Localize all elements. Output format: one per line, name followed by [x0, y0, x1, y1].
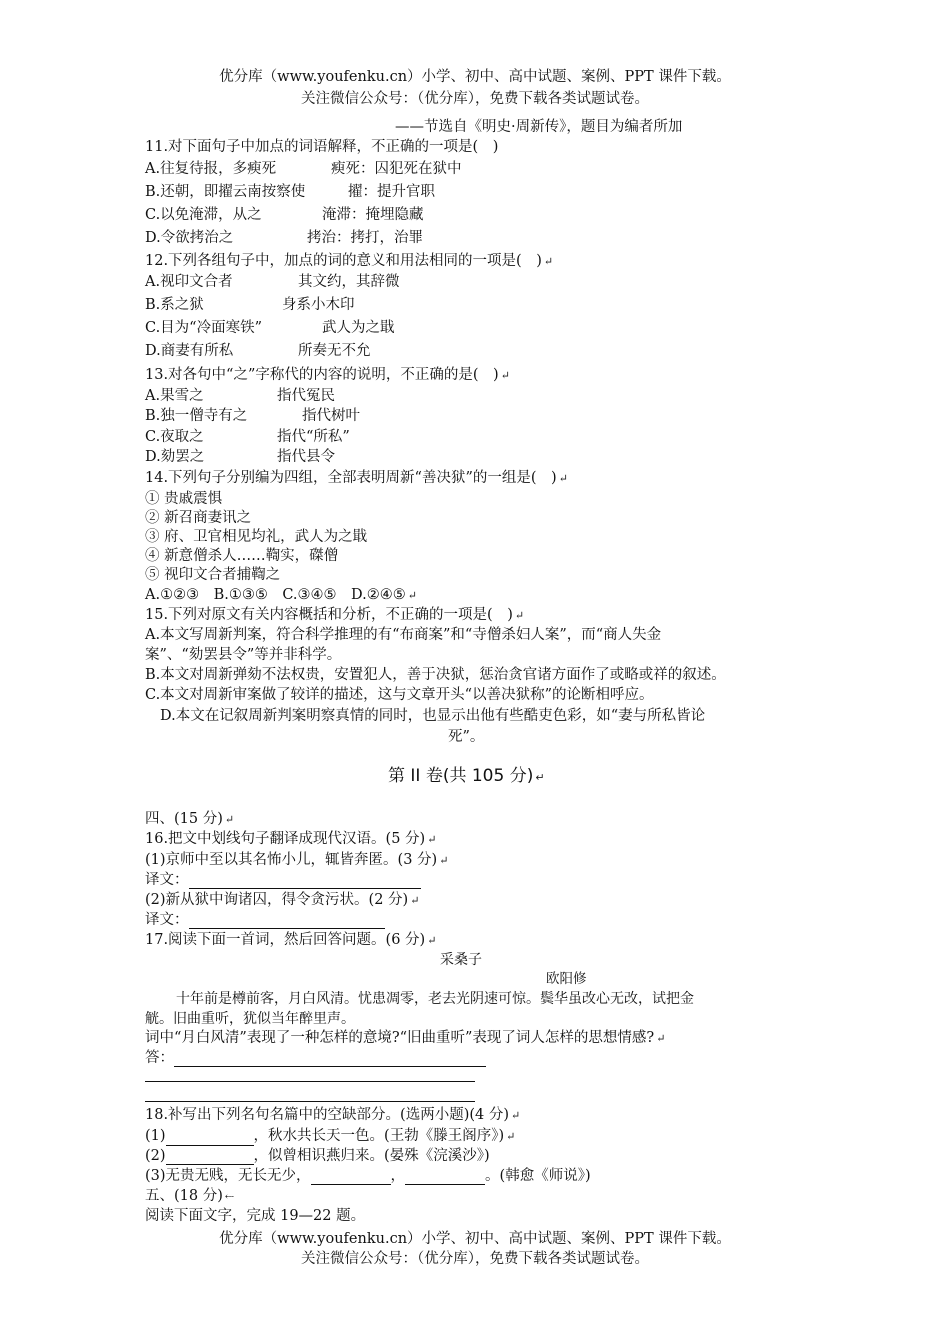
header-line-2: 关注微信公众号：（优分库），免费下载各类试题试卷。	[301, 91, 649, 107]
sec5-intro: 阅读下面文字，完成 19—22 题。	[145, 1208, 366, 1224]
q18-item-1	[145, 1127, 515, 1146]
q14-item-2: ② 新召商妻讯之	[145, 510, 252, 526]
sec4-title	[145, 810, 234, 829]
q15-option-d-line2: 死”。	[448, 729, 485, 745]
return-mark-icon: ↵	[535, 771, 545, 784]
q12-option-c: C.目为“冷面寒铁”	[145, 320, 263, 336]
q17-question-text: 词中“月白风清”表现了一种怎样的意境?“旧曲重听”表现了词人怎样的思想情感?	[145, 1030, 655, 1046]
q16-sub1-answer	[145, 871, 421, 889]
q17-stem	[145, 931, 436, 950]
return-mark-icon: ↵	[407, 589, 417, 602]
q16-sub1	[145, 851, 448, 870]
q15-stem-text: 15.下列对原文有关内容概括和分析，不正确的一项是( )	[145, 607, 513, 623]
q12-stem-text: 12.下列各组句子中，加点的词的意义和用法相同的一项是( )	[145, 253, 542, 269]
return-mark-icon: ↵	[500, 369, 510, 382]
poem-author: 欧阳修	[546, 971, 587, 987]
q13-c-right: 指代“所私”	[277, 429, 350, 445]
footer-line-2: 关注微信公众号：（优分库），免费下载各类试题试卷。	[301, 1251, 649, 1267]
q18-item-3-comma: ，	[390, 1168, 406, 1184]
q16-stem-text: 16.把文中划线句子翻译成现代汉语。(5 分)	[145, 831, 426, 847]
q14-item-4: ④ 新意僧杀人……鞫实，磔僧	[145, 548, 339, 564]
arrow-mark-icon: ⇠	[224, 1190, 235, 1203]
q11-option-c: C.以免淹滞，从之	[145, 207, 262, 223]
q18-item-2	[145, 1147, 490, 1165]
return-mark-icon: ↵	[656, 1032, 666, 1045]
q12-b-right: 身系小木印	[282, 297, 355, 313]
return-mark-icon: ↵	[439, 854, 449, 867]
q18-item-1-text: ，秋水共长天一色。(王勃《滕王阁序》)	[253, 1128, 505, 1144]
q17-question	[145, 1029, 665, 1048]
answer-label: 答：	[145, 1050, 174, 1066]
q18-blank-1[interactable]	[166, 1131, 254, 1146]
q12-d-right: 所奏无不允	[298, 343, 371, 359]
sec5-title	[145, 1187, 234, 1206]
q12-option-a: A.视印文合者	[145, 274, 233, 290]
return-mark-icon: ↵	[558, 472, 568, 485]
translation-label: 译文：	[145, 912, 189, 928]
q12-option-b: B.系之狱	[145, 297, 204, 313]
answer-blank-2[interactable]	[145, 1081, 475, 1082]
q18-blank-2[interactable]	[166, 1150, 254, 1165]
q18-item-1-number: (1)	[145, 1128, 166, 1144]
q18-item-2-number: (2)	[145, 1148, 166, 1164]
return-mark-icon: ↵	[427, 833, 437, 846]
translation-blank-1[interactable]	[189, 874, 421, 889]
q17-answer	[145, 1049, 486, 1067]
q11-stem: 11.对下面句子中加点的词语解释，不正确的一项是( )	[145, 139, 499, 155]
q16-sub1-text: (1)京师中至以其名怖小儿，辄皆奔匿。(3 分)	[145, 852, 438, 868]
return-mark-icon: ↵	[427, 934, 437, 947]
q13-b-right: 指代树叶	[302, 408, 360, 424]
q15-option-d-line1: D.本文在记叙周新判案明察真情的同时，也显示出他有些酷吏色彩，如“妻与所私皆论	[160, 708, 706, 724]
q11-a-gloss: 瘐死：囚犯死在狱中	[331, 161, 462, 177]
q11-option-b: B.还朝，即擢云南按察使	[145, 184, 306, 200]
q18-item-3-text: (3)无贵无贱，无长无少，	[145, 1168, 311, 1184]
q18-stem	[145, 1106, 520, 1125]
q14-item-5: ⑤ 视印文合者捕鞫之	[145, 567, 281, 583]
q11-b-gloss: 擢：提升官职	[348, 184, 435, 200]
source-note: ——节选自《明史·周新传》，题目为编者所加	[395, 119, 683, 135]
q11-option-a	[145, 160, 276, 178]
q11-a-text: A.往复待报，多瘐死	[145, 161, 277, 177]
q15-option-a-line2: 案”、“劾罢县令”等并非科学。	[145, 647, 342, 663]
sec5-title-text: 五、(18 分)	[145, 1188, 223, 1204]
part2-title-text: 第 II 卷(共 105 分)	[388, 766, 534, 786]
q13-option-c: C.夜取之	[145, 429, 204, 445]
q16-sub2-text: (2)新从狱中询诸囚，得令贪污状。(2 分)	[145, 892, 409, 908]
q13-option-a: A.果雪之	[145, 388, 204, 404]
q18-item-2-text: ，似曾相识燕归来。(晏殊《浣溪沙》)	[253, 1148, 490, 1164]
return-mark-icon: ↵	[514, 609, 525, 622]
q12-c-right: 武人为之戢	[322, 320, 395, 336]
q14-stem	[145, 469, 568, 488]
q11-c-gloss: 淹滞：掩埋隐藏	[322, 207, 424, 223]
answer-blank-1[interactable]	[174, 1052, 486, 1067]
q15-option-b: B.本文对周新弹劾不法权贵，安置犯人，善于决狱，惩治贪官诸方面作了或略或祥的叙述。	[145, 667, 726, 683]
q17-stem-text: 17.阅读下面一首词，然后回答问题。(6 分)	[145, 932, 426, 948]
q12-a-right: 其文约，其辞微	[298, 274, 400, 290]
q13-option-b: B.独一僧寺有之	[145, 408, 248, 424]
translation-blank-2[interactable]	[189, 914, 385, 929]
q14-item-3: ③ 府、卫官相见均礼，武人为之戢	[145, 529, 368, 545]
translation-label: 译文：	[145, 872, 189, 888]
q18-blank-3b[interactable]	[405, 1170, 485, 1185]
footer-line-1: 优分库（www.youfenku.cn）小学、初中、高中试题、案例、PPT 课件下载。	[219, 1231, 731, 1247]
return-mark-icon: ↵	[224, 813, 235, 826]
q11-option-d: D.令欲拷治之	[145, 230, 234, 246]
q11-d-gloss: 拷治：拷打，治罪	[307, 230, 423, 246]
return-mark-icon: ↵	[543, 255, 554, 268]
q13-option-d: D.劾罢之	[145, 449, 205, 465]
q14-options-text: A.①②③ B.①③⑤ C.③④⑤ D.②④⑤	[145, 587, 406, 603]
q16-sub2	[145, 891, 419, 910]
q18-item-3-source: 。(韩愈《师说》)	[485, 1168, 591, 1184]
q14-options	[145, 586, 417, 605]
q13-a-right: 指代冤民	[277, 388, 335, 404]
q16-stem	[145, 830, 436, 849]
q14-stem-text: 14.下列句子分别编为四组，全部表明周新“善决狱”的一组是( )	[145, 470, 557, 486]
q15-stem	[145, 606, 524, 625]
return-mark-icon: ↵	[511, 1109, 521, 1122]
return-mark-icon: ↵	[410, 894, 420, 907]
q15-option-c: C.本文对周新审案做了较详的描述，这与文章开头“以善决狱称”的论断相呼应。	[145, 687, 654, 703]
q14-item-1: ① 贵戚震惧	[145, 491, 223, 507]
q13-stem	[145, 366, 510, 385]
poem-line-1: 十年前是樽前客，月白风清。忧患凋零，老去光阴速可惊。鬓华虽改心无改，试把金	[176, 991, 694, 1007]
q18-stem-text: 18.补写出下列名句名篇中的空缺部分。(选两小题)(4 分)	[145, 1107, 510, 1123]
header-line-1: 优分库（www.youfenku.cn）小学、初中、高中试题、案例、PPT 课件下载。	[219, 69, 731, 85]
q18-blank-3a[interactable]	[311, 1170, 391, 1185]
q18-item-3	[145, 1167, 591, 1185]
sec4-title-text: 四、(15 分)	[145, 811, 223, 827]
q13-stem-text: 13.对各句中“之”字称代的内容的说明，不正确的是( )	[145, 367, 499, 383]
return-mark-icon: ↵	[506, 1130, 516, 1143]
q12-option-d: D.商妻有所私	[145, 343, 234, 359]
answer-blank-3[interactable]	[145, 1101, 475, 1102]
part2-title	[388, 767, 545, 787]
poem-line-2: 觥。旧曲重听，犹似当年醉里声。	[145, 1011, 355, 1027]
q15-option-a-line1: A.本文写周新判案，符合科学推理的有“布商案”和“寺僧杀妇人案”，而“商人失金	[145, 627, 662, 643]
poem-title: 采桑子	[440, 952, 482, 968]
q16-sub2-answer	[145, 911, 385, 929]
q12-stem	[145, 252, 553, 271]
q13-d-right: 指代县令	[277, 449, 335, 465]
